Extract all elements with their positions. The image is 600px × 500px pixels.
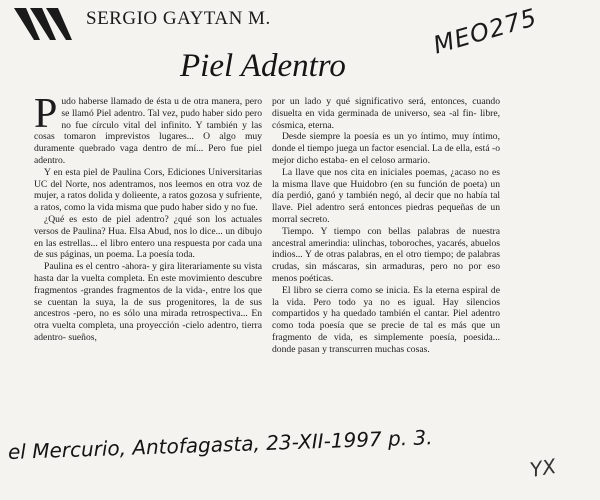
newspaper-logo-icon	[14, 8, 74, 44]
article-title: Piel Adentro	[180, 48, 346, 84]
author-byline: SERGIO GAYTAN M.	[86, 8, 271, 29]
paragraph: La llave que nos cita en iniciales poemas, ¿acaso no es la misma llave que Huidobro (en su función de poeta) un día perdió, ganó y también negó, al decir que no había tal llave. Piel adentro será entonces piedras pequeñas de un morral secreto.	[272, 166, 500, 225]
article-column-right	[272, 96, 500, 356]
paragraph: Desde siempre la poesía es un yo íntimo, muy íntimo, donde el tiempo juega un factor esencial. La de ella, está -o mejor dicho estaba- en el celoso armario.	[272, 131, 500, 166]
paragraph: ¿Qué es esto de piel adentro? ¿qué son los actuales versos de Paulina? Hua. Elsa Abud, nos lo dice... un dibujo en las estrellas... el libro entero una respuesta por cada una de sus páginas, un poema. La poesía toda.	[34, 213, 262, 261]
paragraph: Paulina es el centro -ahora- y gira literariamente su vista hasta dar la vuelta completa. En este movimiento descubre fragmentos -grandes fragmentos de la vida-, entre los que se cuentan la suya, la de sus progenitores, la de sus ancestros -pero, no es sólo una mirada retrospectiva... En otra vuelta completa, una proyección -cielo adentro, tierra adentro- sueños,	[34, 261, 262, 343]
paragraph: Tiempo. Y tiempo con bellas palabras de nuestra ancestral amerindia: ulinchas, toboroches, yacarés, abuelos indios... Y de otras palabras, en el otro tiempo; de palabras crudas, sin máscaras, sin armaduras, pero no por eso menos poéticas.	[272, 225, 500, 284]
paragraph: Y en esta piel de Paulina Cors, Ediciones Universitarias UC del Norte, nos adentramos, nos leemos en otra voz de mujer, a ratos dolida y dolieente, a ratos gozosa y sufriente, a ratos, como la vida misma que pudo haber sido y no fue.	[34, 166, 262, 214]
handwritten-citation: el Mercurio, Antofagasta, 23-XII-1997 p. 3.	[7, 425, 433, 464]
paragraph: Pudo haberse llamado de ésta u de otra manera, pero se llamó Piel adentro. Tal vez, pudo haber sido pero no fue círculo vital del infinito. Y también y las cosas tomaron imprevistos lugares... O algo muy duramente quebrado vaga dentro de mí... Pero fue piel adentro.	[34, 91, 262, 166]
archive-stamp: MEO275	[430, 3, 541, 60]
article-column-left	[34, 91, 262, 344]
handwritten-initials: YX	[528, 453, 558, 483]
paragraph: El libro se cierra como se inicia. Es la eterna espiral de la vida. Pero todo ya no es igual. Hay silencios compartidos y ha quedado también el cantar. Piel adentro como toda poesía que se precie de tal es más que un fragmento de vida, es simplemente poesía, poesida... donde pasan y transcurren muchas cosas.	[272, 284, 500, 355]
drop-cap: P	[34, 91, 58, 137]
paragraph: por un lado y qué significativo será, entonces, cuando disuelta en vida germinada de universo, sea -al fin- libre, cósmica, eterna.	[272, 96, 500, 131]
